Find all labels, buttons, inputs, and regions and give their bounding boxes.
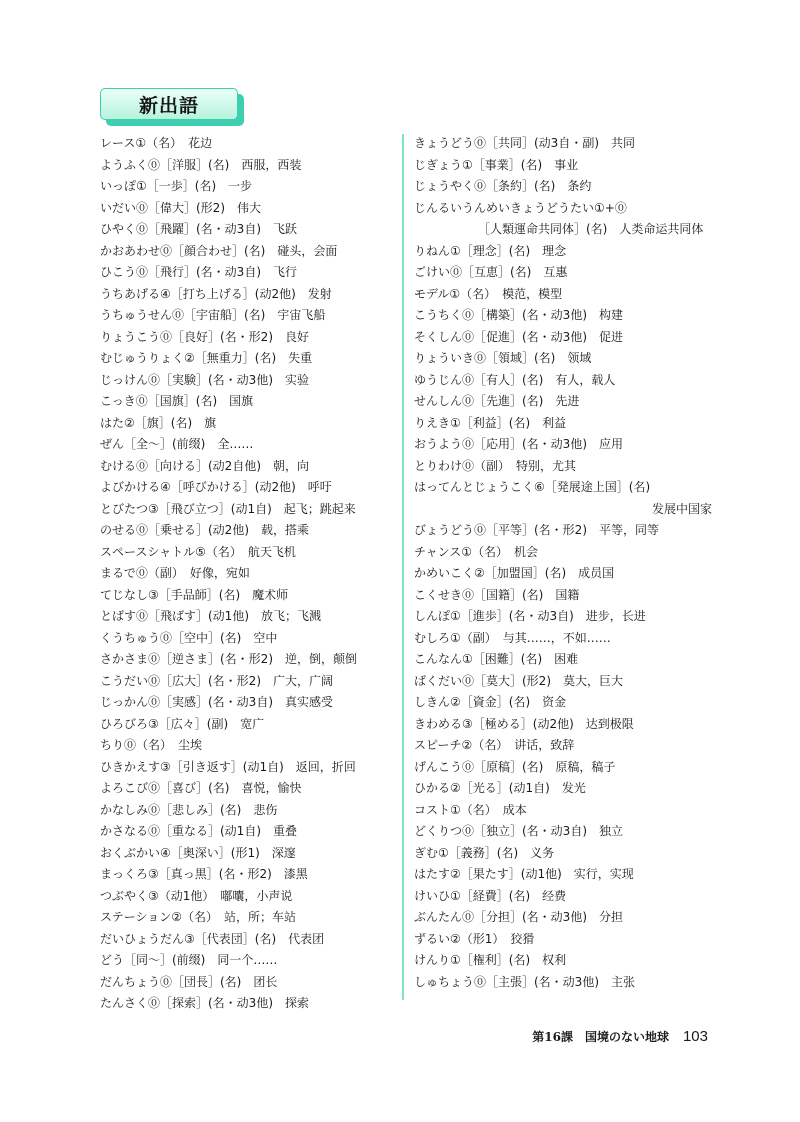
vocab-entry: りょうこう⓪［良好］(名・形2) 良好 [100,329,309,344]
vocab-entry: とりわけ⓪（副） 特别，尤其 [414,458,577,473]
vocab-entry: つぶやく③（动1他） 嘟囔，小声说 [100,888,293,903]
vocab-entry: そくしん⓪［促進］(名・动3他) 促进 [414,329,623,344]
vocab-entry: のせる⓪［乗せる］(动2他) 载，搭乘 [100,523,309,537]
vocab-entry: こうだい⓪［広大］(名・形2) 广大，广阔 [100,673,333,688]
vocab-entry: さかさま⓪［逆さま］(名・形2) 逆，倒，颠倒 [100,652,357,666]
page-footer [532,1028,708,1045]
footer-lesson-title: 第16課 国境のない地球 [532,1030,669,1044]
vocab-entry: どくりつ⓪［独立］(名・动3自) 独立 [414,824,623,838]
vocab-entry: むじゅうりょく②［無重力］(名) 失重 [100,351,313,365]
vocab-entry: うちあげる④［打ち上げる］(动2他) 发射 [100,286,332,301]
vocab-entry: こうちく⓪［構築］(名・动3他) 构建 [414,308,623,322]
vocab-entry: コスト①（名） 成本 [414,802,527,817]
vocab-entry: レース①（名） 花边 [100,136,213,150]
vocab-entry: くうちゅう⓪［空中］(名) 空中 [100,630,278,645]
vocab-entry: とばす⓪［飛ばす］(动1他) 放飞；飞溅 [100,609,321,623]
vocab-entry: じょうやく⓪［条約］(名) 条约 [414,179,592,193]
vocab-entry: はたす②［果たす］(动1他) 实行，实现 [414,867,634,881]
title-badge-box [100,88,238,120]
vocab-entry: いっぽ①［一歩］(名) 一步 [100,179,253,193]
vocab-entry: こんなん①［困難］(名) 困难 [414,652,579,666]
vocab-entry: せんしん⓪［先進］(名) 先进 [414,394,580,408]
vocab-entry: ひきかえす③［引き返す］(动1自) 返回，折回 [100,759,356,774]
vocab-entry: じんるいうんめいきょうどうたい①+⓪ [414,200,627,215]
page-number: 103 [682,1028,708,1045]
column-divider [402,134,404,1000]
vocab-entry: とびたつ③［飛び立つ］(动1自) 起飞；跳起来 [100,501,356,516]
vocab-entry: ごけい⓪［互恵］(名) 互惠 [414,265,568,279]
vocab-entry: ぎむ①［義務］(名) 义务 [414,845,555,860]
vocab-entry: かなしみ⓪［悲しみ］(名) 悲伤 [100,802,278,817]
vocab-entry: モデル①（名） 模范，模型 [414,286,563,301]
vocab-entry: じっけん⓪［実験］(名・动3他) 实验 [100,372,309,387]
vocab-entry: ぜん［全～］(前缀) 全…… [100,437,254,451]
vocab-entry: きょうどう⓪［共同］(动3自・副) 共同 [414,136,635,150]
vocab-entry: よびかける④［呼びかける］(动2他) 呼吁 [100,480,332,494]
vocab-entry: たんさく⓪［探索］(名・动3他) 探索 [100,996,309,1010]
vocab-entry: こくせき⓪［国籍］(名) 国籍 [414,587,580,602]
vocab-entry: いだい⓪［偉大］(形2) 伟大 [100,200,261,215]
vocab-entry: スピーチ②（名） 讲话，致辞 [414,738,575,752]
vocab-entry: チャンス①（名） 机会 [414,544,539,559]
vocab-entry: けいひ①［経費］(名) 经费 [414,888,567,903]
vocab-entry: ひろびろ③［広々］(副) 宽广 [100,716,265,731]
vocab-entry: しゅちょう⓪［主張］(名・动3他) 主张 [414,974,635,989]
vocab-entry: ばくだい⓪［莫大］(形2) 莫大，巨大 [414,673,623,688]
vocab-entry: まるで⓪（副） 好像，宛如 [100,566,250,580]
vocab-entry: はってんとじょうこく⑥［発展途上国］(名) [414,480,651,494]
vocab-entry: ちり⓪（名） 尘埃 [100,738,203,752]
vocab-entry: よろこび⓪［喜び］(名) 喜悦，愉快 [100,781,302,795]
vocab-column-left [100,133,398,1015]
vocab-column-right [414,133,712,993]
vocab-entry: りえき①［利益］(名) 利益 [414,415,567,430]
vocab-entry-continuation: 发展中国家 [651,501,712,516]
vocab-entry: けんり①［権利］(名) 权利 [414,953,567,967]
vocab-entry: だんちょう⓪［団長］(名) 团长 [100,974,278,989]
vocab-entry: ようふく⓪［洋服］(名) 西服，西装 [100,157,302,172]
vocab-entry: りょういき⓪［領域］(名) 领域 [414,351,592,365]
vocab-entry: てじなし③［手品師］(名) 魔术师 [100,587,289,602]
vocab-entry: かさなる⓪［重なる］(动1自) 重叠 [100,824,297,838]
vocab-entry: げんこう⓪［原稿］(名) 原稿，稿子 [414,759,616,774]
vocab-entry: まっくろ③［真っ黒］(名・形2) 漆黑 [100,867,308,881]
vocab-entry: しきん②［資金］(名) 资金 [414,695,567,709]
section-title: 新出語 [138,94,199,117]
vocab-entry: ひこう⓪［飛行］(名・动3自) 飞行 [100,265,297,279]
vocab-entry: どう［同～］(前缀) 同一个…… [100,953,278,967]
vocab-entry: おくぶかい④［奥深い］(形1) 深邃 [100,845,296,860]
vocab-entry: うちゅうせん⓪［宇宙船］(名) 宇宙飞船 [100,308,326,322]
vocab-entry: しんぽ①［進歩］(名・动3自) 进步，长进 [414,609,646,623]
vocab-entry: ゆうじん⓪［有人］(名) 有人，载人 [414,372,616,387]
vocab-entry: おうよう⓪［応用］(名・动3他) 应用 [414,437,623,451]
vocab-entry-continuation: ［人類運命共同体］(名) 人类命运共同体 [478,222,704,236]
vocab-entry: ひかる②［光る］(动1自) 发光 [414,781,586,795]
vocab-entry: スペースシャトル⑤（名） 航天飞机 [100,544,296,559]
vocab-entry: かおあわせ⓪［顔合わせ］(名) 碰头，会面 [100,243,338,258]
vocab-entry: ずるい②（形1） 狡猾 [414,931,535,946]
vocab-entry: ステーション②（名） 站，所；车站 [100,910,297,924]
vocab-entry: きわめる③［極める］(动2他) 达到极限 [414,716,634,731]
vocab-entry: ひやく⓪［飛躍］(名・动3自) 飞跃 [100,222,297,236]
vocab-entry: びょうどう⓪［平等］(名・形2) 平等，同等 [414,523,659,537]
vocab-entry: じぎょう①［事業］(名) 事业 [414,157,579,172]
vocab-entry: かめいこく②［加盟国］(名) 成员国 [414,566,615,580]
vocab-entry: はた②［旗］(名) 旗 [100,415,217,430]
vocab-entry: ぶんたん⓪［分担］(名・动3他) 分担 [414,910,623,924]
vocab-entry: じっかん⓪［実感］(名・动3自) 真实感受 [100,695,333,709]
vocab-entry: りねん①［理念］(名) 理念 [414,243,567,258]
vocab-entry: むける⓪［向ける］(动2自他) 朝，向 [100,458,309,473]
vocab-entry: むしろ①（副） 与其……，不如…… [414,630,611,645]
vocab-entry: だいひょうだん③［代表団］(名) 代表团 [100,931,325,946]
vocab-entry: こっき⓪［国旗］(名) 国旗 [100,394,254,408]
section-title-badge [100,88,246,128]
